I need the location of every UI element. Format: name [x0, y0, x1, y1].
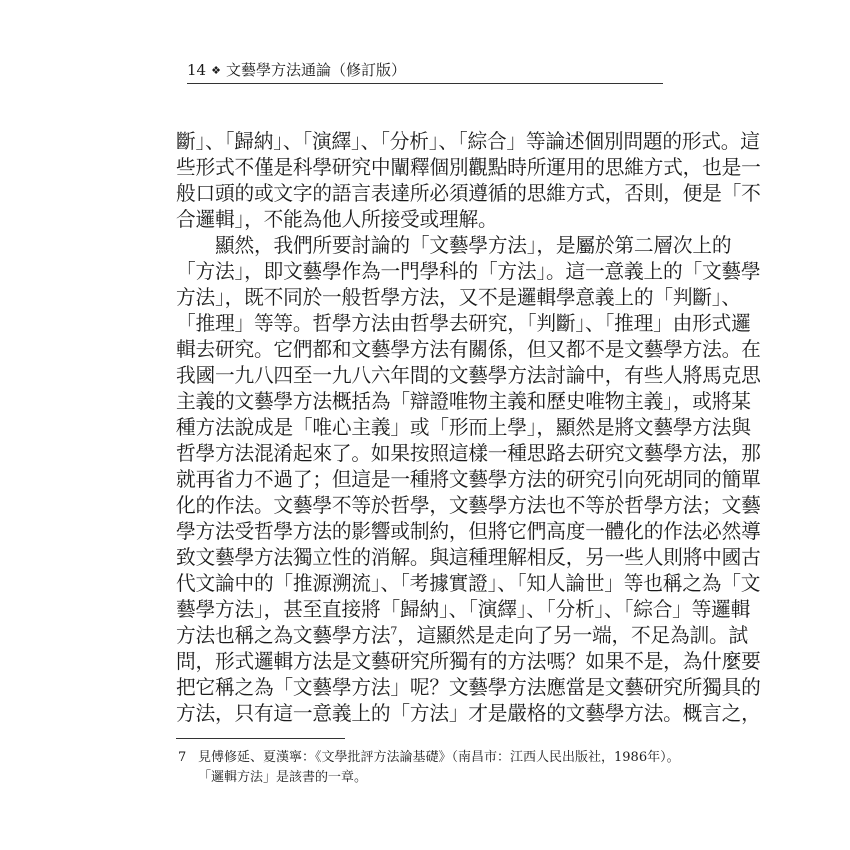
text-fragment: 方法也稱之為文藝學方法 [176, 624, 391, 647]
book-title: 文藝學方法通論（修訂版） [225, 61, 406, 79]
text-line: 種方法說成是「唯心主義」或「形而上學」，顯然是將文藝學方法與 [176, 416, 751, 439]
text-line: 合邏輯」，不能為他人所接受或理解。 [176, 208, 498, 231]
text-line: 「方法」，即文藝學作為一門學科的「方法」。這一意義上的「文藝學 [176, 260, 761, 283]
main-text [176, 129, 761, 727]
ornament-icon: ❖ [211, 64, 221, 77]
footnote-section [178, 748, 680, 788]
text-line: 輯去研究。它們都和文藝學方法有關係，但又都不是文藝學方法。在 [176, 338, 761, 361]
text-line: 致文藝學方法獨立性的消解。與這種理解相反，另一些人則將中國古 [176, 546, 761, 569]
text-line: 化的作法。文藝學不等於哲學，文藝學方法也不等於哲學方法；文藝 [176, 494, 761, 517]
text-line: 斷」、「歸納」、「演繹」、「分析」、「綜合」等論述個別問題的形式。這 [176, 130, 760, 153]
text-line: 方法」，既不同於一般哲學方法，又不是邏輯學意義上的「判斷」、 [176, 286, 741, 309]
text-line: 哲學方法混淆起來了。如果按照這樣一種思路去研究文藝學方法，那 [176, 442, 761, 465]
footnote-reference: 7 [390, 624, 398, 638]
text-line: 「推理」等等。哲學方法由哲學去研究，「判斷」、「推理」由形式邏 [176, 312, 751, 335]
text-line: 代文論中的「推源溯流」、「考據實證」、「知人論世」等也稱之為「文 [176, 572, 761, 595]
text-line: 藝學方法」，甚至直接將「歸納」、「演繹」、「分析」、「綜合」等邏輯 [176, 598, 751, 621]
footnote-number: 7 [178, 750, 187, 765]
text-line: 般口頭的或文字的語言表達所必須遵循的思維方式，否則，便是「不 [176, 182, 761, 205]
running-header [187, 59, 663, 84]
text-line: 學方法受哲學方法的影響或制約，但將它們高度一體化的作法必然導 [176, 520, 761, 543]
text-fragment: ，這顯然是走向了另一端，不足為訓。試 [397, 624, 748, 647]
text-line: 就再省力不過了；但這是一種將文藝學方法的研究引向死胡同的簡單 [176, 468, 761, 491]
text-line: 問，形式邏輯方法是文藝研究所獨有的方法嗎？如果不是，為什麼要 [176, 650, 761, 673]
text-line: 把它稱之為「文藝學方法」呢？文藝學方法應當是文藝研究所獨具的 [176, 676, 761, 699]
footnote-line [178, 748, 680, 768]
text-line-with-footnote [176, 623, 748, 649]
footnote-divider [176, 738, 345, 739]
text-line: 我國一九八四至一九八六年間的文藝學方法討論中，有些人將馬克思 [176, 364, 761, 387]
page-number: 14 [187, 61, 207, 79]
paragraph-start-line: 顯然，我們所要討論的「文藝學方法」，是屬於第二層次上的 [215, 234, 732, 257]
text-line: 主義的文藝學方法概括為「辯證唯物主義和歷史唯物主義」，或將某 [176, 390, 751, 413]
footnote-text: 見傅修延、夏漢寧：《文學批評方法論基礎》（南昌市：江西人民出版社，1986年）。 [198, 750, 680, 765]
footnote-continuation: 「邏輯方法」是該書的一章。 [198, 770, 368, 785]
text-line: 方法，只有這一意義上的「方法」才是嚴格的文藝學方法。概言之， [176, 702, 761, 725]
text-line: 些形式不僅是科學研究中闡釋個別觀點時所運用的思維方式，也是一 [176, 156, 761, 179]
